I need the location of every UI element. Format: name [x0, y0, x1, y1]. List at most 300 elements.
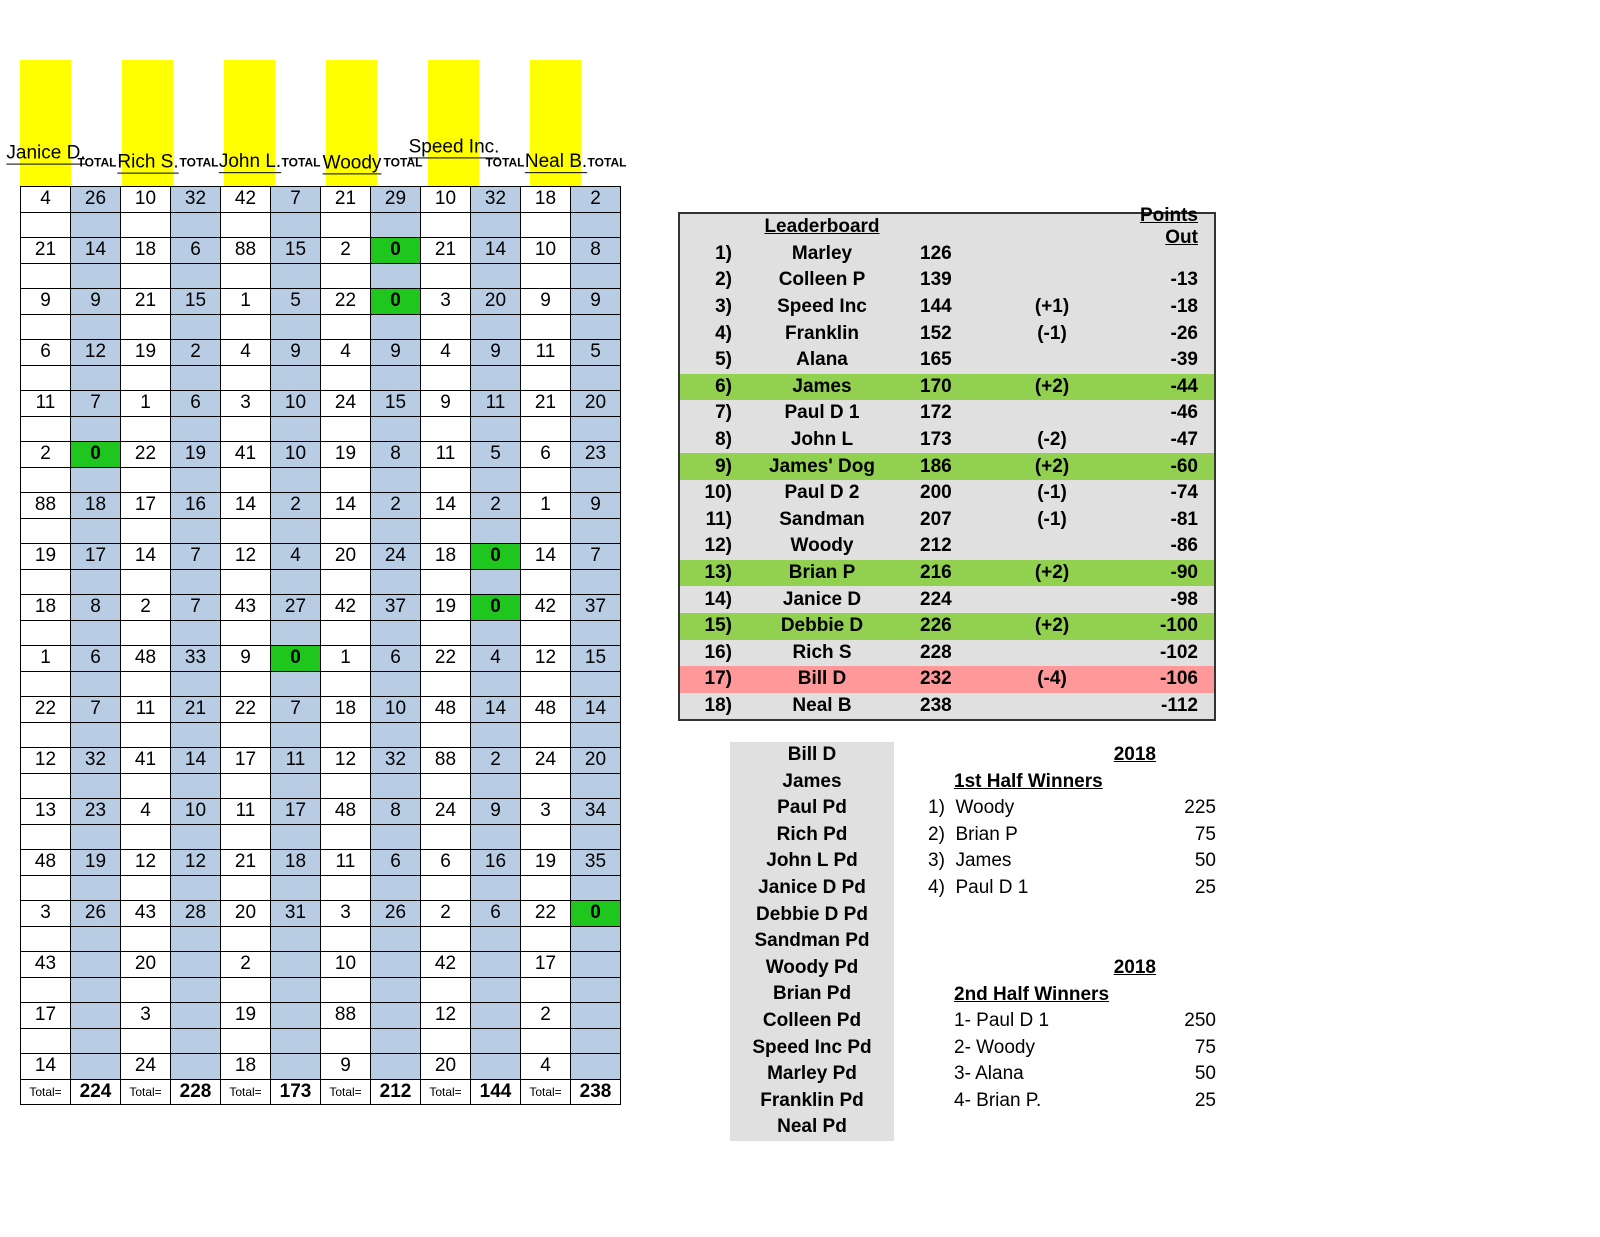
table-row — [21, 263, 621, 289]
move-cell: (-2) — [1037, 429, 1067, 451]
winner-amount: 75 — [1194, 823, 1216, 845]
name-cell: Brian P — [788, 562, 856, 584]
name-cell: Alana — [796, 349, 848, 371]
score-cell — [371, 263, 421, 289]
score-cell — [171, 875, 221, 901]
score-cell: 48 — [121, 646, 171, 672]
score-cell — [221, 1028, 271, 1054]
score-cell — [521, 314, 571, 340]
leaderboard-title: Leaderboard — [764, 216, 880, 238]
score-cell — [321, 263, 371, 289]
score-cell: 238 — [920, 694, 952, 716]
score-cell — [371, 875, 421, 901]
score-cell — [321, 977, 371, 1003]
leaderboard-row — [680, 666, 1214, 693]
table-row — [21, 773, 621, 799]
name-cell: James' Dog — [769, 455, 875, 477]
move-cell: (+2) — [1034, 562, 1070, 584]
score-cell: 6 — [421, 850, 471, 876]
score-cell: 48 — [21, 850, 71, 876]
score-cell — [471, 671, 521, 697]
score-cell — [71, 263, 121, 289]
score-cell: 2 — [271, 493, 321, 519]
score-cell: 19 — [171, 442, 221, 468]
score-cell — [571, 263, 621, 289]
score-cell: 21 — [521, 391, 571, 417]
winner-name: 4) Paul D 1 — [928, 876, 1029, 898]
score-cell — [471, 1028, 521, 1054]
score-cell — [571, 722, 621, 748]
leaderboard-row — [680, 320, 1214, 347]
score-cell — [521, 671, 571, 697]
points-out-cell: -98 — [1170, 588, 1198, 610]
score-cell — [321, 824, 371, 850]
total-label: Total= — [421, 1079, 471, 1105]
score-cell: 9 — [571, 289, 621, 315]
score-cell — [171, 314, 221, 340]
total-header-label: TOTAL — [587, 155, 626, 170]
points-out-cell: -18 — [1170, 296, 1198, 318]
first-half-year: 2018 — [1113, 744, 1156, 765]
score-cell — [271, 1003, 321, 1029]
score-cell: 14 — [121, 544, 171, 570]
score-cell — [521, 569, 571, 595]
score-cell — [521, 365, 571, 391]
score-cell — [471, 1003, 521, 1029]
score-cell — [21, 569, 71, 595]
total-label: Total= — [321, 1079, 371, 1105]
score-cell — [71, 875, 121, 901]
score-cell — [171, 416, 221, 442]
points-out-cell: -46 — [1170, 402, 1198, 424]
score-cell — [371, 518, 421, 544]
name-cell: Woody — [790, 535, 854, 557]
score-cell: 2 — [471, 493, 521, 519]
name-cell: Debbie D — [780, 615, 864, 637]
score-cell: 26 — [371, 901, 421, 927]
score-cell: 4 — [21, 187, 71, 213]
score-cell — [521, 416, 571, 442]
table-row — [21, 748, 621, 774]
score-cell: 0 — [471, 595, 521, 621]
score-cell — [71, 416, 121, 442]
table-row — [21, 569, 621, 595]
score-cell — [571, 952, 621, 978]
score-cell — [271, 952, 321, 978]
score-cell: 9 — [71, 289, 121, 315]
table-row — [21, 238, 621, 264]
score-cell: 228 — [920, 641, 952, 663]
table-row — [21, 544, 621, 570]
leaderboard-row — [680, 453, 1214, 480]
score-cell: 5 — [571, 340, 621, 366]
score-cell: 2 — [571, 187, 621, 213]
score-cell — [421, 722, 471, 748]
score-cell — [271, 467, 321, 493]
score-cell — [571, 569, 621, 595]
score-cell — [271, 569, 321, 595]
paid-item: James — [782, 770, 842, 792]
winner-amount: 75 — [1194, 1036, 1216, 1058]
name-cell: Bill D — [797, 668, 847, 690]
total-header — [275, 60, 326, 186]
total-label: Total= — [521, 1079, 571, 1105]
score-cell — [371, 671, 421, 697]
score-cell — [571, 1054, 621, 1080]
leaderboard-row — [680, 374, 1214, 401]
table-row — [21, 1054, 621, 1080]
points-out-label: Points Out — [1139, 205, 1198, 249]
points-out-cell: -44 — [1170, 375, 1198, 397]
score-cell — [121, 518, 171, 544]
score-cell: 48 — [321, 799, 371, 825]
score-cell: 7 — [71, 391, 121, 417]
score-cell: 7 — [171, 544, 221, 570]
points-out-cell: -86 — [1170, 535, 1198, 557]
score-cell — [271, 977, 321, 1003]
total-value: 228 — [171, 1079, 221, 1105]
score-cell: 16 — [471, 850, 521, 876]
score-cell — [271, 824, 321, 850]
score-cell: 2 — [21, 442, 71, 468]
score-cell — [171, 1003, 221, 1029]
score-cell: 10 — [371, 697, 421, 723]
points-out-cell: -100 — [1159, 615, 1198, 637]
score-cell: 4 — [521, 1054, 571, 1080]
leaderboard-row — [680, 294, 1214, 321]
score-cell: 2 — [471, 748, 521, 774]
second-half-winners — [926, 955, 1216, 1115]
score-cell — [321, 1028, 371, 1054]
score-cell — [71, 824, 121, 850]
paid-list — [730, 742, 894, 1141]
points-out-cell: -90 — [1170, 562, 1198, 584]
score-cell: 21 — [171, 697, 221, 723]
points-out-cell: -60 — [1170, 455, 1198, 477]
score-cell: 10 — [271, 391, 321, 417]
leaderboard-row — [680, 693, 1214, 720]
score-cell — [71, 977, 121, 1003]
score-cell — [171, 671, 221, 697]
score-cell — [121, 977, 171, 1003]
score-cell — [471, 212, 521, 238]
score-cell: 1 — [221, 289, 271, 315]
rank-cell: 1) — [715, 242, 732, 264]
total-header-label: TOTAL — [485, 155, 524, 170]
winner-row — [926, 1061, 1216, 1088]
score-cell — [121, 365, 171, 391]
score-cell — [221, 926, 271, 952]
paid-item: Debbie D Pd — [756, 903, 868, 925]
table-row — [21, 314, 621, 340]
score-cell: 200 — [920, 482, 952, 504]
first-half-title: 1st Half Winners — [954, 770, 1103, 792]
score-cell: 14 — [71, 238, 121, 264]
score-cell — [521, 263, 571, 289]
score-cell — [121, 620, 171, 646]
total-value: 224 — [71, 1079, 121, 1105]
score-cell: 7 — [271, 697, 321, 723]
score-cell — [121, 671, 171, 697]
table-row — [21, 850, 621, 876]
rank-cell: 6) — [715, 375, 732, 397]
score-cell: 6 — [521, 442, 571, 468]
winner-row — [926, 875, 1216, 902]
score-cell: 17 — [71, 544, 121, 570]
leaderboard-row — [680, 480, 1214, 507]
score-cell — [121, 263, 171, 289]
score-cell — [421, 875, 471, 901]
winner-row — [926, 1035, 1216, 1062]
paid-item: John L Pd — [766, 850, 858, 872]
score-cell: 42 — [521, 595, 571, 621]
score-cell — [171, 1054, 221, 1080]
score-cell — [71, 569, 121, 595]
score-cell: 20 — [471, 289, 521, 315]
score-cell: 12 — [171, 850, 221, 876]
score-cell — [121, 824, 171, 850]
score-cell: 32 — [71, 748, 121, 774]
score-cell — [121, 722, 171, 748]
score-cell — [421, 1028, 471, 1054]
score-cell: 144 — [920, 296, 952, 318]
winner-name: 3) James — [928, 850, 1012, 872]
score-cell: 12 — [21, 748, 71, 774]
score-cell — [521, 722, 571, 748]
score-cell: 10 — [171, 799, 221, 825]
score-cell: 5 — [471, 442, 521, 468]
total-header-label: TOTAL — [383, 155, 422, 170]
points-out-cell: -102 — [1159, 641, 1198, 663]
move-cell: (+2) — [1034, 375, 1070, 397]
score-cell — [271, 518, 321, 544]
score-cell — [571, 314, 621, 340]
score-cell: 3 — [321, 901, 371, 927]
points-out-cell: -81 — [1170, 508, 1198, 530]
score-cell: 9 — [221, 646, 271, 672]
score-cell — [171, 467, 221, 493]
score-cell — [171, 569, 221, 595]
score-cell — [321, 569, 371, 595]
score-cell — [321, 365, 371, 391]
score-cell: 48 — [421, 697, 471, 723]
score-cell — [471, 952, 521, 978]
table-row — [21, 416, 621, 442]
table-row — [21, 977, 621, 1003]
score-cell: 18 — [21, 595, 71, 621]
score-cell — [321, 773, 371, 799]
score-cell: 11 — [271, 748, 321, 774]
score-cell: 21 — [121, 289, 171, 315]
score-cell: 22 — [421, 646, 471, 672]
score-cell: 32 — [371, 748, 421, 774]
score-cell: 12 — [321, 748, 371, 774]
leaderboard-row — [680, 507, 1214, 534]
winner-amount: 225 — [1184, 797, 1216, 819]
score-cell: 29 — [371, 187, 421, 213]
score-cell: 43 — [21, 952, 71, 978]
score-cell — [171, 977, 221, 1003]
score-cell — [321, 212, 371, 238]
score-cell — [221, 518, 271, 544]
score-cell: 31 — [271, 901, 321, 927]
score-cell — [371, 314, 421, 340]
score-cell: 12 — [71, 340, 121, 366]
paid-item: Woody Pd — [765, 956, 859, 978]
score-cell: 35 — [571, 850, 621, 876]
score-cell: 3 — [121, 1003, 171, 1029]
score-cell — [171, 365, 221, 391]
rank-cell: 10) — [704, 482, 732, 504]
score-cell: 18 — [521, 187, 571, 213]
score-cell — [471, 977, 521, 1003]
score-cell: 11 — [121, 697, 171, 723]
player-header: Rich S. — [122, 60, 173, 186]
rank-cell: 18) — [704, 694, 732, 716]
score-cell — [571, 671, 621, 697]
score-cell: 19 — [121, 340, 171, 366]
paid-item: Brian Pd — [772, 983, 852, 1005]
score-cell — [521, 824, 571, 850]
score-cell: 10 — [521, 238, 571, 264]
score-cell: 9 — [471, 340, 521, 366]
table-row — [21, 875, 621, 901]
score-cell — [571, 1028, 621, 1054]
score-cell — [521, 773, 571, 799]
score-cell — [321, 875, 371, 901]
winner-name: 1- Paul D 1 — [954, 1010, 1050, 1032]
name-cell: James — [792, 375, 852, 397]
points-out-cell: -74 — [1170, 482, 1198, 504]
score-cell — [21, 263, 71, 289]
winner-name: 3- Alana — [954, 1063, 1024, 1085]
winner-row — [926, 822, 1216, 849]
score-cell: 2 — [221, 952, 271, 978]
score-cell: 9 — [21, 289, 71, 315]
score-cell: 15 — [371, 391, 421, 417]
score-cell: 0 — [371, 238, 421, 264]
score-cell — [421, 824, 471, 850]
score-cell — [471, 824, 521, 850]
score-cell: 23 — [571, 442, 621, 468]
score-cell — [71, 671, 121, 697]
score-cell: 9 — [571, 493, 621, 519]
points-out-cell: -13 — [1170, 269, 1198, 291]
score-cell: 42 — [421, 952, 471, 978]
score-cell: 4 — [421, 340, 471, 366]
score-cell — [171, 722, 221, 748]
score-cell: 24 — [121, 1054, 171, 1080]
score-cell — [171, 1028, 221, 1054]
move-cell: (+1) — [1034, 296, 1070, 318]
score-cell: 216 — [920, 562, 952, 584]
score-cell — [421, 977, 471, 1003]
player-header: Speed Inc. — [428, 60, 479, 186]
score-cell: 19 — [21, 544, 71, 570]
score-cell: 24 — [521, 748, 571, 774]
total-label: Total= — [121, 1079, 171, 1105]
score-cell — [21, 824, 71, 850]
points-out-cell: -106 — [1159, 668, 1198, 690]
rank-cell: 5) — [715, 349, 732, 371]
score-cell — [321, 671, 371, 697]
rank-cell: 17) — [704, 668, 732, 690]
score-cell: 88 — [221, 238, 271, 264]
score-cell: 18 — [421, 544, 471, 570]
score-cell — [571, 467, 621, 493]
score-cell — [521, 977, 571, 1003]
score-cell: 26 — [71, 901, 121, 927]
score-cell: 19 — [321, 442, 371, 468]
rank-cell: 4) — [715, 322, 732, 344]
score-cell: 22 — [221, 697, 271, 723]
score-cell — [571, 518, 621, 544]
score-cell — [321, 926, 371, 952]
score-cell — [571, 620, 621, 646]
score-cell: 8 — [371, 442, 421, 468]
score-cell: 0 — [271, 646, 321, 672]
score-cell — [371, 926, 421, 952]
move-cell: (-1) — [1037, 508, 1067, 530]
score-cell: 14 — [521, 544, 571, 570]
score-cell: 14 — [421, 493, 471, 519]
score-cell: 20 — [571, 391, 621, 417]
move-cell: (+2) — [1034, 615, 1070, 637]
table-row — [21, 365, 621, 391]
score-cell — [71, 1028, 121, 1054]
score-cell — [71, 1003, 121, 1029]
score-cell: 20 — [421, 1054, 471, 1080]
score-cell: 152 — [920, 322, 952, 344]
score-cell — [521, 212, 571, 238]
score-cell: 2 — [371, 493, 421, 519]
paid-item: Colleen Pd — [762, 1009, 862, 1031]
score-cell: 139 — [920, 269, 952, 291]
score-cell — [371, 722, 421, 748]
score-cell: 22 — [521, 901, 571, 927]
score-cell — [571, 1003, 621, 1029]
score-cell: 37 — [571, 595, 621, 621]
score-cell — [371, 1003, 421, 1029]
score-cell: 88 — [21, 493, 71, 519]
score-cell: 26 — [71, 187, 121, 213]
rank-cell: 8) — [715, 429, 732, 451]
winner-amount: 25 — [1194, 876, 1216, 898]
score-cell — [471, 926, 521, 952]
points-out-cell: -26 — [1170, 322, 1198, 344]
score-cell — [21, 416, 71, 442]
score-cell: 2 — [121, 595, 171, 621]
score-cell: 11 — [521, 340, 571, 366]
score-cell: 19 — [71, 850, 121, 876]
score-cell — [571, 416, 621, 442]
score-cell: 4 — [271, 544, 321, 570]
points-out-cell: -39 — [1170, 349, 1198, 371]
score-grid — [5, 60, 632, 1105]
table-row — [21, 901, 621, 927]
total-header-label: TOTAL — [281, 155, 320, 170]
score-cell: 14 — [171, 748, 221, 774]
score-cell — [71, 926, 121, 952]
score-cell: 33 — [171, 646, 221, 672]
score-cell: 32 — [171, 187, 221, 213]
score-cell — [471, 569, 521, 595]
score-cell: 13 — [21, 799, 71, 825]
score-cell: 19 — [421, 595, 471, 621]
score-cell — [421, 620, 471, 646]
score-cell: 186 — [920, 455, 952, 477]
score-cell — [271, 722, 321, 748]
